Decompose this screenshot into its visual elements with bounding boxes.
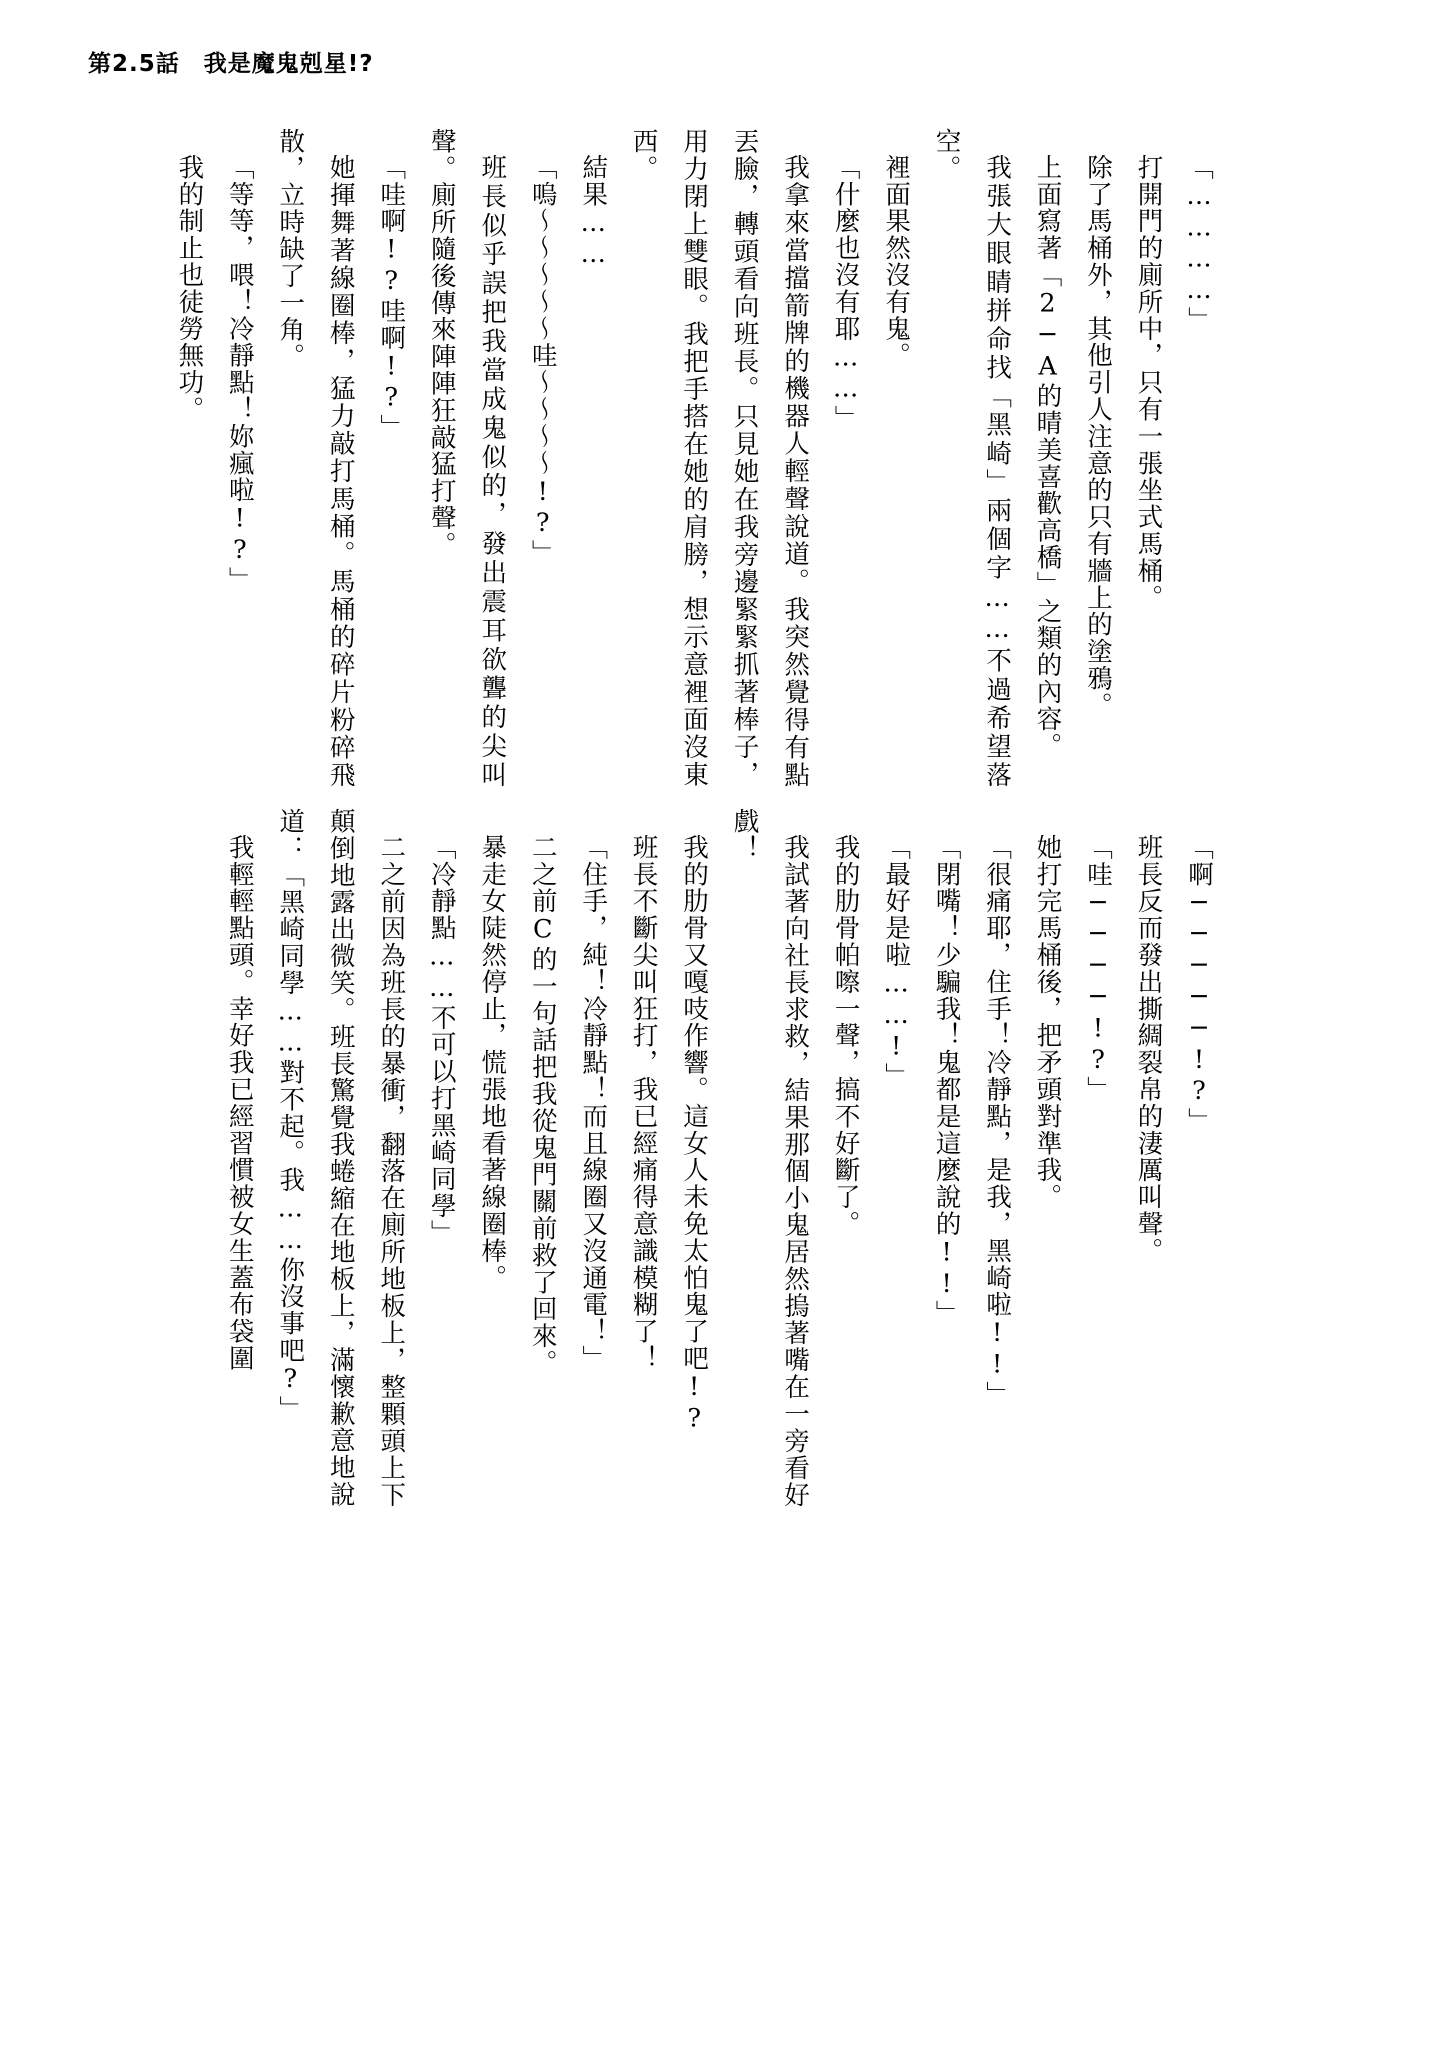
upper-paragraph: 「等等，喂！冷靜點！妳瘋啦!?」 — [224, 153, 255, 593]
lower-paragraph: 她打完馬桶後，把矛頭對準我。 — [1032, 833, 1063, 1211]
page-header — [88, 44, 374, 84]
lower-paragraph: 我輕輕點頭。幸好我已經習慣被女生蓋布袋圍 — [224, 833, 255, 1372]
lower-paragraph: 「冷靜點……不可以打黑崎同學」 — [426, 833, 457, 1246]
lower-paragraph: 「閉嘴！少騙我！鬼都是這麼說的!!」 — [931, 833, 962, 1327]
lower-paragraph: 我的肋骨又嘎吱作響。這女人未免太怕鬼了吧!? — [679, 833, 710, 1435]
body-text-lower-block — [76, 808, 1224, 1508]
lower-paragraph: 暴走女陡然停止，慌張地看著線圈棒。 — [477, 833, 508, 1291]
lower-paragraph: 「很痛耶，住手！冷靜點，是我，黑崎啦!!」 — [982, 833, 1013, 1408]
upper-paragraph: 「…………」 — [1184, 153, 1214, 333]
lower-paragraph: 我試著向社長求救，結果那個小鬼居然摀著嘴在一旁看好戲！ — [729, 808, 811, 1508]
lower-paragraph: 二之前C的一句話把我從鬼門關前救了回來。 — [527, 833, 558, 1376]
body-text-upper-block — [76, 128, 1224, 788]
lower-paragraph: 我的肋骨帕嚓一聲，搞不好斷了。 — [830, 833, 861, 1237]
upper-paragraph: 結果…… — [578, 153, 609, 271]
chapter-heading: 第2.5話 我是魔鬼剋星!? — [88, 50, 374, 77]
upper-paragraph: 上面寫著「2─A的晴美喜歡高橋」之類的內容。 — [1032, 153, 1063, 759]
lower-paragraph: 「哇────!?」 — [1083, 833, 1114, 1103]
upper-paragraph: 除了馬桶外，其他引人注意的只有牆上的塗鴉。 — [1083, 153, 1114, 719]
upper-paragraph: 我的制止也徒勞無功。 — [174, 153, 205, 423]
upper-paragraph: 裡面果然沒有鬼。 — [881, 153, 912, 369]
upper-paragraph: 「嗚～～～～～哇～～～～!?」 — [527, 153, 558, 566]
lower-paragraph: 班長反而發出撕綢裂帛的淒厲叫聲。 — [1133, 833, 1164, 1264]
lower-paragraph: 「啊─────!?」 — [1184, 833, 1214, 1134]
lower-paragraph: 「住手，純！冷靜點！而且線圈又沒通電！」 — [578, 833, 609, 1372]
lower-paragraph: 二之前因為班長的暴衝，翻落在廁所地板上，整顆頭上下顛倒地露出微笑。班長驚覺我蜷縮在地板上，滿懷歉意地說道：「黑崎同學……對不起。我……你沒事吧?」 — [275, 808, 407, 1508]
upper-paragraph: 我張大眼睛拼命找「黑崎」兩個字……不過希望落空。 — [931, 128, 1013, 788]
upper-paragraph: 班長似乎誤把我當成鬼似的，發出震耳欲聾的尖叫聲。廁所隨後傳來陣陣狂敲猛打聲。 — [426, 128, 508, 788]
upper-paragraph: 「哇啊!?哇啊!?」 — [376, 153, 407, 441]
upper-paragraph: 我拿來當擋箭牌的機器人輕聲說道。我突然覺得有點丟臉，轉頭看向班長。只見她在我旁邊緊緊抓著棒子，用力閉上雙眼。我把手搭在她的肩膀，想示意裡面沒東西。 — [628, 128, 811, 788]
upper-paragraph: 「什麼也沒有耶……」 — [830, 153, 861, 432]
upper-paragraph: 她揮舞著線圈棒，猛力敲打馬桶。馬桶的碎片粉碎飛散，立時缺了一角。 — [275, 128, 356, 788]
upper-paragraph: 打開門的廁所中，只有一張坐式馬桶。 — [1133, 153, 1164, 611]
lower-paragraph: 班長不斷尖叫狂打，我已經痛得意識模糊了！ — [628, 833, 659, 1372]
lower-paragraph: 「最好是啦……!」 — [881, 833, 912, 1090]
